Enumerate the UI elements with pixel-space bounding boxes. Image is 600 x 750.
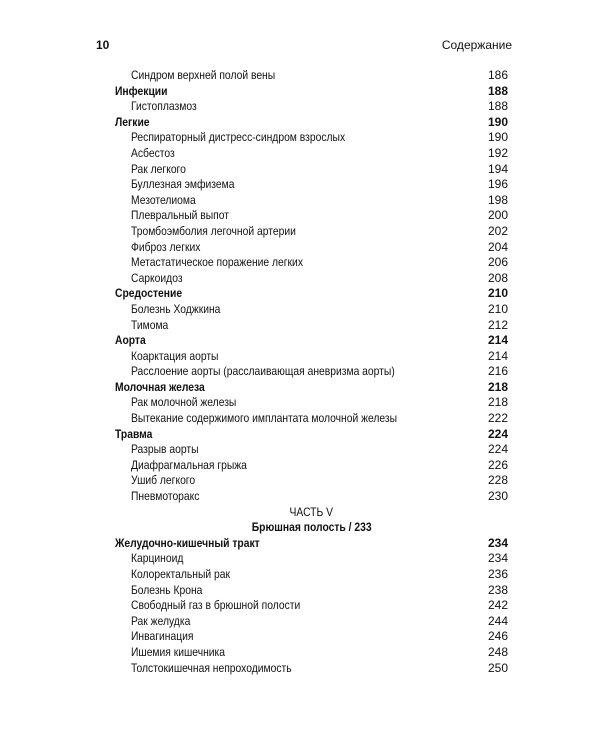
toc-entry — [115, 255, 508, 271]
toc-entry-page-number: 246 — [487, 629, 508, 644]
toc-entry-page-number: 228 — [487, 473, 508, 488]
toc-entry — [115, 614, 508, 630]
toc-entry-title: Мезотелиома — [131, 192, 196, 207]
toc-entry-title: Синдром верхней полой вены — [131, 68, 276, 82]
toc-entry-page-number: 218 — [487, 395, 508, 410]
toc-entry-title: Болезнь Ходжкина — [131, 301, 221, 316]
toc-entry — [115, 224, 508, 240]
toc-entry — [115, 645, 508, 661]
toc-entry — [115, 193, 508, 209]
toc-entry-page-number: 208 — [487, 270, 508, 285]
toc-entry-title: Фиброз легких — [131, 239, 201, 254]
toc-entry-title: ЧАСТЬ V — [289, 504, 334, 519]
toc-entry — [115, 567, 508, 583]
toc-entry-page-number: 210 — [487, 286, 508, 301]
toc-entry-page-number: 248 — [487, 644, 508, 659]
toc-entry-page-number: 234 — [487, 535, 508, 550]
toc-entry — [115, 162, 508, 178]
toc-entry-page-number: 196 — [487, 177, 508, 192]
toc-entry-title: Аорта — [115, 333, 146, 348]
toc-entry — [115, 364, 508, 380]
toc-entry-page-number: 216 — [487, 364, 508, 379]
toc-entry-page-number: 226 — [487, 457, 508, 472]
toc-entry-title: Респираторный дистресс-синдром взрослых — [131, 130, 346, 145]
toc-entry-title: Метастатическое поражение легких — [131, 255, 303, 270]
toc-entry-page-number: 194 — [487, 161, 508, 176]
toc-entry — [115, 68, 508, 84]
toc-entry-page-number: 244 — [487, 613, 508, 628]
toc-entry — [115, 177, 508, 193]
toc-section-heading — [115, 115, 508, 131]
toc-entry — [115, 302, 508, 318]
toc-section-heading — [115, 536, 508, 552]
toc-entry — [115, 629, 508, 645]
toc-entry-title: Травма — [115, 426, 153, 441]
toc-entry-title: Желудочно-кишечный тракт — [115, 535, 260, 550]
toc-section-heading — [115, 380, 508, 396]
toc-entry — [115, 318, 508, 334]
table-of-contents — [115, 68, 508, 676]
toc-entry-page-number: 224 — [487, 442, 508, 457]
toc-entry-page-number: 230 — [487, 489, 508, 504]
toc-entry-page-number: 250 — [487, 660, 508, 675]
toc-entry-page-number: 202 — [487, 223, 508, 238]
toc-entry-page-number: 188 — [487, 83, 508, 98]
toc-entry — [115, 240, 508, 256]
toc-entry-page-number: 186 — [487, 68, 508, 82]
toc-entry-title: Инфекции — [115, 83, 168, 98]
toc-entry-page-number: 192 — [487, 145, 508, 160]
toc-section-heading — [115, 84, 508, 100]
toc-entry — [115, 130, 508, 146]
toc-entry — [115, 661, 508, 677]
toc-entry-title: Буллезная эмфизема — [131, 177, 235, 192]
running-title: Содержание — [441, 38, 512, 52]
page-number: 10 — [96, 38, 110, 52]
toc-entry-title: Гистоплазмоз — [131, 99, 197, 114]
toc-entry-title: Карциноид — [131, 551, 184, 566]
toc-entry-page-number: 204 — [487, 239, 508, 254]
toc-entry-title: Диафрагмальная грыжа — [131, 457, 247, 472]
toc-entry — [115, 208, 508, 224]
toc-entry-title: Асбестоз — [131, 145, 175, 160]
toc-entry-page-number: 236 — [487, 567, 508, 581]
toc-entry-page-number: 198 — [487, 192, 508, 207]
toc-entry-title: Легкие — [115, 114, 150, 129]
toc-entry-page-number: 234 — [487, 551, 508, 566]
toc-entry-page-number: 212 — [487, 317, 508, 332]
toc-entry — [115, 551, 508, 567]
toc-entry — [115, 442, 508, 458]
toc-entry-page-number: 224 — [487, 426, 508, 441]
toc-entry-title: Инвагинация — [131, 629, 194, 644]
toc-entry-title: Саркоидоз — [131, 270, 183, 285]
toc-entry-title: Ушиб легкого — [131, 473, 196, 488]
toc-entry-page-number: 242 — [487, 598, 508, 613]
toc-entry-page-number: 218 — [487, 379, 508, 394]
toc-entry — [115, 411, 508, 427]
toc-entry-title: Ишемия кишечника — [131, 644, 226, 659]
toc-entry — [115, 146, 508, 162]
toc-entry-page-number: 190 — [487, 114, 508, 129]
toc-entry-title: Разрыв аорты — [131, 442, 199, 457]
toc-entry — [115, 349, 508, 365]
toc-entry — [115, 489, 508, 505]
toc-entry-title: Тромбоэмболия легочной артерии — [131, 223, 296, 238]
page-header — [96, 38, 512, 56]
toc-entry-title: Тимома — [131, 317, 169, 332]
toc-entry-title: Свободный газ в брюшной полости — [131, 598, 301, 613]
toc-entry-page-number: 206 — [487, 255, 508, 270]
toc-entry-title: Толстокишечная непроходимость — [131, 660, 292, 675]
toc-entry-title: Рак желудка — [131, 613, 191, 628]
toc-entry-page-number: 214 — [487, 348, 508, 363]
toc-entry — [115, 598, 508, 614]
toc-entry-title: Брюшная полость / 233 — [251, 520, 372, 535]
toc-section-heading — [115, 427, 508, 443]
toc-part-heading — [115, 505, 508, 521]
toc-entry-title: Средостение — [115, 286, 183, 301]
toc-entry-title: Колоректальный рак — [131, 567, 231, 581]
toc-entry-title: Пневмоторакс — [131, 489, 200, 504]
toc-entry-page-number: 190 — [487, 130, 508, 145]
toc-entry-page-number: 214 — [487, 333, 508, 348]
toc-entry-page-number: 210 — [487, 301, 508, 316]
toc-part-heading — [115, 520, 508, 536]
toc-entry — [115, 458, 508, 474]
toc-entry — [115, 583, 508, 599]
toc-entry — [115, 99, 508, 115]
toc-section-heading — [115, 333, 508, 349]
toc-entry-title: Расслоение аорты (расслаивающая аневризма аорты) — [131, 364, 395, 379]
toc-entry-title: Коарктация аорты — [131, 348, 219, 363]
toc-entry-title: Плевральный выпот — [131, 208, 230, 223]
toc-entry — [115, 271, 508, 287]
toc-entry-page-number: 200 — [487, 208, 508, 223]
toc-section-heading — [115, 286, 508, 302]
toc-entry-title: Рак легкого — [131, 161, 186, 176]
toc-entry — [115, 395, 508, 411]
toc-entry-page-number: 222 — [487, 411, 508, 426]
toc-entry-title: Болезнь Крона — [131, 582, 203, 597]
toc-entry-title: Рак молочной железы — [131, 395, 237, 410]
toc-entry-title: Вытекание содержимого имплантата молочной железы — [131, 411, 398, 426]
toc-entry-page-number: 188 — [487, 99, 508, 114]
toc-entry — [115, 473, 508, 489]
toc-entry-title: Молочная железа — [115, 379, 205, 394]
toc-entry-page-number: 238 — [487, 582, 508, 597]
